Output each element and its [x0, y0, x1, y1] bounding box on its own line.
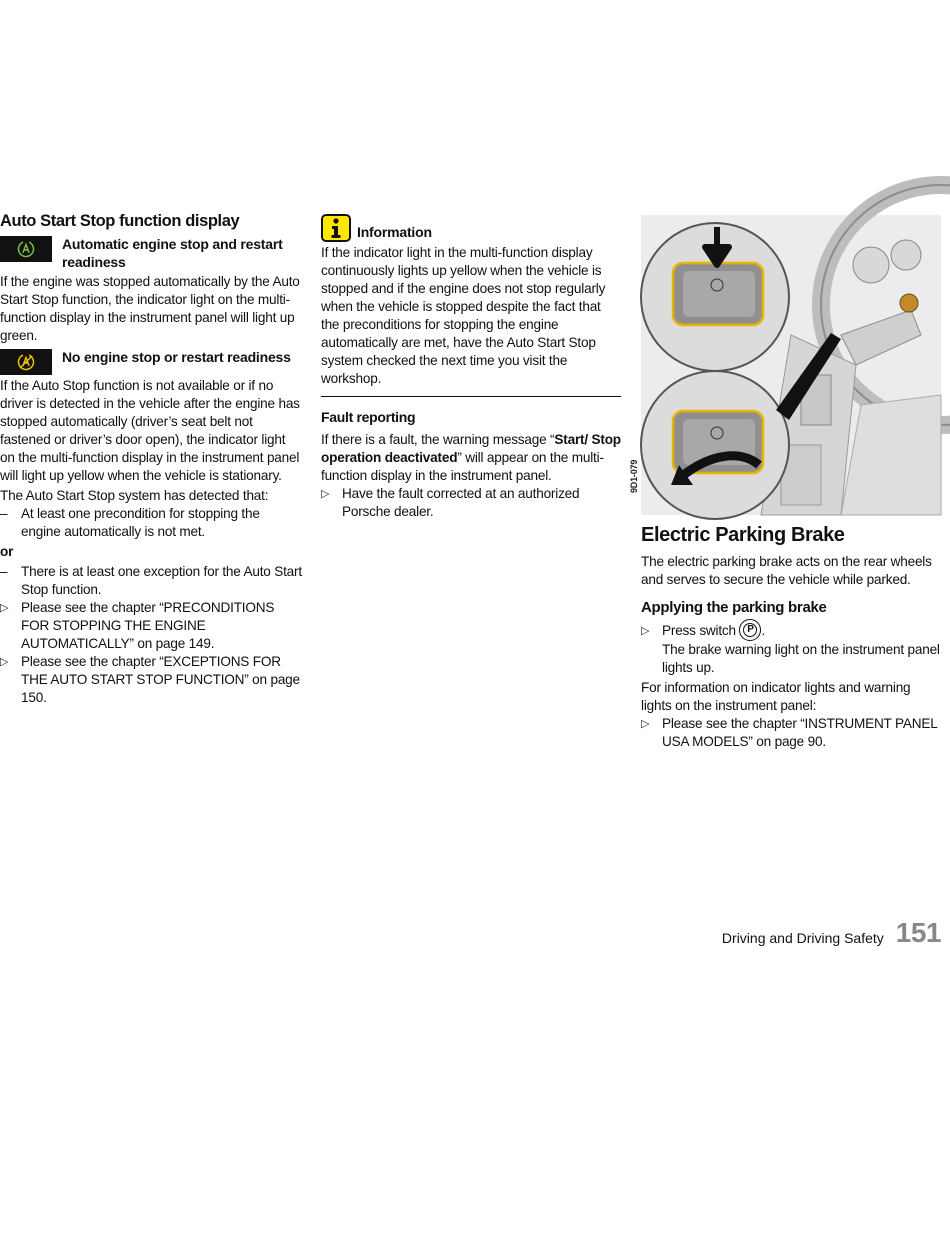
column-parking-brake: [629, 215, 941, 751]
info-header: [321, 214, 621, 242]
or-text: or: [0, 544, 14, 559]
warning-message: Start/ Stop operation deactivated: [321, 432, 621, 465]
triangle-bullet-icon: ▷: [321, 488, 330, 500]
parking-brake-switch-icon: P: [739, 619, 761, 641]
reference-text: Please see the chapter “EXCEPTIONS FOR THE AUTO START STOP FUNCTION” on page 150.: [21, 654, 300, 705]
page-footer: [722, 917, 941, 949]
auto-start-stop-green-icon: [0, 236, 52, 262]
more-info-text: For information on indicator lights and warning lights on the instrument panel:: [641, 680, 911, 713]
list-item: [0, 505, 302, 541]
triangle-bullet-icon: ▷: [641, 625, 650, 637]
section-heading: Electric Parking Brake: [641, 524, 845, 546]
page-number: 151: [895, 917, 941, 948]
dash-bullet: –: [0, 564, 8, 579]
indicator-yellow-title: No engine stop or restart readiness: [62, 349, 291, 365]
indicator-green-title: Automatic engine stop and restart readiness: [62, 236, 283, 270]
reference-text: Please see the chapter “INSTRUMENT PANEL USA MODELS” on page 90.: [662, 716, 938, 749]
indicator-yellow-row: [0, 348, 302, 375]
triangle-bullet-icon: ▷: [641, 718, 650, 730]
fault-action-text: Have the fault corrected at an authorized Porsche dealer.: [342, 486, 580, 519]
fault-heading: Fault reporting: [321, 409, 416, 425]
info-title: Information: [357, 224, 432, 240]
apply-heading: Applying the parking brake: [641, 599, 827, 616]
indicator-green-row: [0, 235, 302, 271]
fault-action-item: [321, 485, 621, 521]
reference-item: [0, 653, 302, 707]
fault-text: If there is a fault, the warning message “Start/ Stop operation deactivated” will appear on the multi-function display in the instrument panel.: [321, 432, 621, 483]
press-text: Press switch: [662, 623, 736, 639]
figure-code: 9D1-079: [629, 459, 639, 493]
column-auto-start-stop: [0, 211, 302, 707]
indicator-yellow-text: If the Auto Stop function is not available or if no driver is detected in the vehicle after the engine has stopped automatically (driver’s seat belt not fastened or driver’s door open), the indicator light on the multi-function display in the instrument panel will light up yellow when the vehicle is stationary.: [0, 378, 300, 483]
intro-text: The electric parking brake acts on the rear wheels and serves to secure the vehicle while parked.: [641, 554, 932, 587]
press-switch-item: ▷ Press switch P . The brake warning light on the instrument panel lights up.: [641, 622, 941, 677]
reference-item: [0, 599, 302, 653]
triangle-bullet-icon: ▷: [0, 656, 9, 668]
list-item-text: There is at least one exception for the Auto Start Stop function.: [21, 564, 302, 597]
reference-text: Please see the chapter “PRECONDITIONS FOR STOPPING THE ENGINE AUTOMATICALLY” on page 149.: [21, 600, 275, 651]
divider: [321, 396, 621, 397]
list-item-text: At least one precondition for stopping the engine automatically is not met.: [21, 506, 260, 539]
list-item: [0, 563, 302, 599]
footer-section-name: Driving and Driving Safety: [721, 930, 884, 946]
parking-brake-illustration: [629, 215, 941, 515]
press-result-text: The brake warning light on the instrument panel lights up.: [662, 642, 940, 675]
detected-text: The Auto Start Stop system has detected that:: [0, 488, 269, 503]
indicator-green-text: If the engine was stopped automatically by the Auto Start Stop function, the indicator light on the multi-function display in the instrument panel will light up green.: [0, 274, 300, 343]
info-text: If the indicator light in the multi-function display continuously lights up yellow when the vehicle is stopped and if the engine does not stop regularly when the vehicle is stopped despite the fact that the preconditions for stopping the engine automatically are met, have the Auto Start Stop system checked the next time you visit the workshop.: [321, 245, 606, 386]
triangle-bullet-icon: ▷: [0, 602, 9, 614]
dash-bullet: –: [0, 506, 8, 521]
column-information: [321, 214, 621, 521]
auto-start-stop-off-yellow-icon: [0, 349, 52, 375]
information-icon: [321, 214, 351, 242]
section-heading: Auto Start Stop function display: [0, 212, 240, 230]
reference-item: [641, 715, 941, 751]
